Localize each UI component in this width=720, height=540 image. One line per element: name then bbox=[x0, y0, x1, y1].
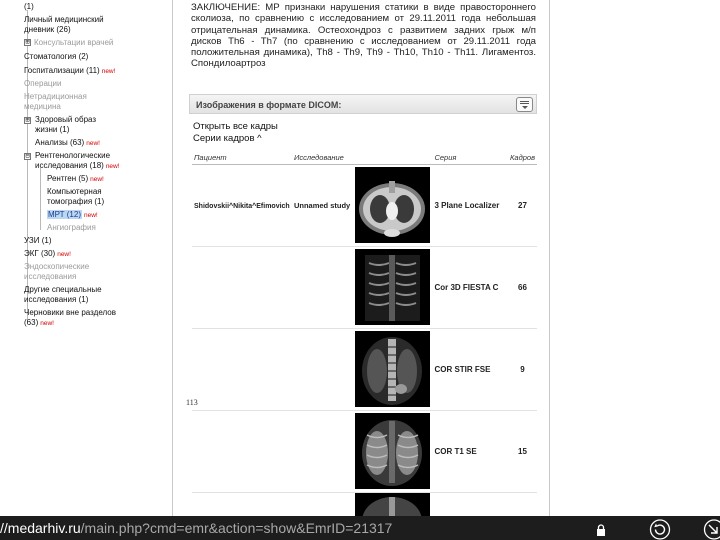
frames-cell: 15 bbox=[508, 410, 537, 492]
sidebar-item-mri[interactable]: МРТ (12) new! bbox=[48, 210, 98, 219]
series-cell: COR T1 SE bbox=[432, 410, 508, 492]
column-header-series: Серия bbox=[432, 151, 508, 164]
thumbnail-cell[interactable] bbox=[353, 164, 432, 246]
sidebar-item-healthy-lifestyle[interactable]: Здоровый образ bbox=[35, 115, 97, 124]
url-path: /main.php?cmd=emr&action=show&EmrID=21317 bbox=[80, 520, 393, 536]
patient-cell: Shidovskii^Nikita^Efimovich bbox=[192, 164, 292, 246]
sidebar-item-drafts[interactable]: (63) new! bbox=[24, 318, 54, 327]
column-header-frames: Кадров bbox=[508, 151, 537, 164]
sidebar-item-other-studies[interactable]: исследования (1) bbox=[24, 295, 89, 304]
sidebar-item-other-studies[interactable]: Другие специальные bbox=[24, 285, 102, 294]
sidebar-item-drafts[interactable]: Черновики вне разделов bbox=[24, 308, 116, 317]
sidebar-item-operations[interactable]: Операции bbox=[24, 79, 62, 88]
url-host: //medarhiv.ru bbox=[0, 520, 81, 536]
series-cell: COR STIR FSE bbox=[432, 328, 508, 410]
new-badge: new! bbox=[83, 212, 98, 219]
new-badge: new! bbox=[86, 140, 100, 147]
new-badge: new! bbox=[57, 251, 71, 258]
sidebar-item-healthy-lifestyle[interactable]: жизни (1) bbox=[35, 125, 70, 134]
series-cell: Cor 3D FIESTA C bbox=[432, 246, 508, 328]
sidebar-item-angiography[interactable]: Ангиография bbox=[47, 223, 96, 232]
sidebar-item-medical-diary[interactable]: дневник (26) bbox=[24, 25, 71, 34]
refresh-icon bbox=[646, 519, 674, 540]
tree-guide-line bbox=[40, 168, 41, 230]
patient-cell bbox=[192, 246, 292, 328]
dicom-series-table bbox=[192, 151, 537, 522]
sidebar-item-radiology[interactable]: исследования (18) new! bbox=[35, 161, 120, 170]
sidebar-item-xray[interactable]: Рентген (5) new! bbox=[47, 174, 104, 183]
dicom-section-title: Изображения в формате DICOM: bbox=[196, 100, 342, 110]
table-row[interactable] bbox=[192, 410, 537, 492]
sidebar-item-alt-medicine[interactable]: медицина bbox=[24, 102, 61, 111]
record-content-panel bbox=[172, 0, 550, 516]
localizer-thumbnail[interactable] bbox=[355, 167, 430, 243]
tree-toggle-icon[interactable]: ⊟ bbox=[25, 152, 30, 160]
thumbnail-cell[interactable] bbox=[353, 410, 432, 492]
sidebar-item-radiology[interactable]: Рентгенологические bbox=[35, 151, 111, 160]
sidebar-item-ecg[interactable]: ЭКГ (30) new! bbox=[24, 249, 71, 258]
new-badge: new! bbox=[105, 163, 120, 170]
page-mark-text: 113 bbox=[186, 398, 198, 407]
sidebar-item-ct[interactable]: Компьютерная bbox=[47, 187, 102, 196]
sidebar-item-diary-count[interactable]: (1) bbox=[24, 2, 34, 11]
column-header-study: Исследование bbox=[292, 151, 353, 164]
new-badge: new! bbox=[90, 176, 104, 183]
tree-toggle-icon[interactable]: ⊞ bbox=[25, 38, 30, 46]
frames-cell: 66 bbox=[508, 246, 537, 328]
sidebar-item-hospitalizations[interactable]: Госпитализации (11) new! bbox=[24, 66, 116, 75]
thumbnail-cell[interactable] bbox=[353, 246, 432, 328]
lock-icon[interactable] bbox=[596, 524, 606, 536]
coronal-fiesta-thumbnail[interactable] bbox=[355, 249, 430, 325]
tree-toggle-icon[interactable]: ⊞ bbox=[25, 116, 30, 124]
study-cell bbox=[292, 246, 353, 328]
forward-nav-icon bbox=[700, 519, 720, 540]
column-header-thumbnail bbox=[353, 151, 432, 164]
sidebar-item-endoscopy[interactable]: исследования bbox=[24, 272, 77, 281]
thumbnail-cell[interactable] bbox=[353, 328, 432, 410]
emr-navigation-tree bbox=[0, 0, 128, 516]
column-header-patient: Пациент bbox=[192, 151, 292, 164]
sidebar-item-endoscopy[interactable]: Эндоскопические bbox=[24, 262, 90, 271]
sidebar-item-ultrasound[interactable]: УЗИ (1) bbox=[24, 236, 52, 245]
forward-nav-button[interactable] bbox=[700, 519, 720, 540]
coronal-t1-thumbnail[interactable] bbox=[355, 413, 430, 489]
open-all-frames-link[interactable]: Открыть все кадры bbox=[193, 121, 278, 132]
study-cell: Unnamed study bbox=[292, 164, 353, 246]
sidebar-item-analyses[interactable]: Анализы (63) new! bbox=[35, 138, 100, 147]
sidebar-item-medical-diary[interactable]: Личный медицинский bbox=[24, 15, 104, 24]
patient-cell bbox=[192, 410, 292, 492]
report-conclusion-text: ЗАКЛЮЧЕНИЕ: МР признаки нарушения статики в виде правостороннего сколиоза, по сравнению с исследованием от 29.11.2011 года небольшая отрицательная динамика. Остеохондроз с развитием задних грыж м/п дисков Th6 - Th7 (по сравнению с исследованием от 29.11.2011 года положительная динамика), Th8 - Th9, Th9 - Th10, Th10 - Th11. Лигаментоз. Спондилоартроз bbox=[191, 2, 536, 70]
sidebar-item-consultations[interactable]: Консультации врачей bbox=[34, 38, 114, 47]
refresh-button[interactable] bbox=[646, 519, 674, 540]
new-badge: new! bbox=[101, 68, 116, 75]
new-badge: new! bbox=[40, 320, 54, 327]
sidebar-item-alt-medicine[interactable]: Нетрадиционная bbox=[24, 92, 87, 101]
browser-address-bar[interactable] bbox=[0, 516, 720, 540]
patient-cell bbox=[192, 328, 292, 410]
url-text[interactable] bbox=[0, 520, 392, 536]
study-cell bbox=[292, 328, 353, 410]
sidebar-item-dentistry[interactable]: Стоматология (2) bbox=[24, 52, 89, 61]
dicom-section-header bbox=[189, 94, 537, 114]
table-row[interactable] bbox=[192, 246, 537, 328]
sidebar-item-ct[interactable]: томография (1) bbox=[47, 197, 105, 206]
series-frames-toggle[interactable]: Серии кадров ^ bbox=[193, 133, 262, 144]
frames-cell: 9 bbox=[508, 328, 537, 410]
table-row[interactable] bbox=[192, 328, 537, 410]
coronal-stir-thumbnail[interactable] bbox=[355, 331, 430, 407]
study-cell bbox=[292, 410, 353, 492]
frames-cell: 27 bbox=[508, 164, 537, 246]
table-header-row bbox=[192, 151, 537, 164]
collapse-icon[interactable] bbox=[516, 97, 533, 112]
table-row[interactable] bbox=[192, 164, 537, 246]
series-cell: 3 Plane Localizer bbox=[432, 164, 508, 246]
